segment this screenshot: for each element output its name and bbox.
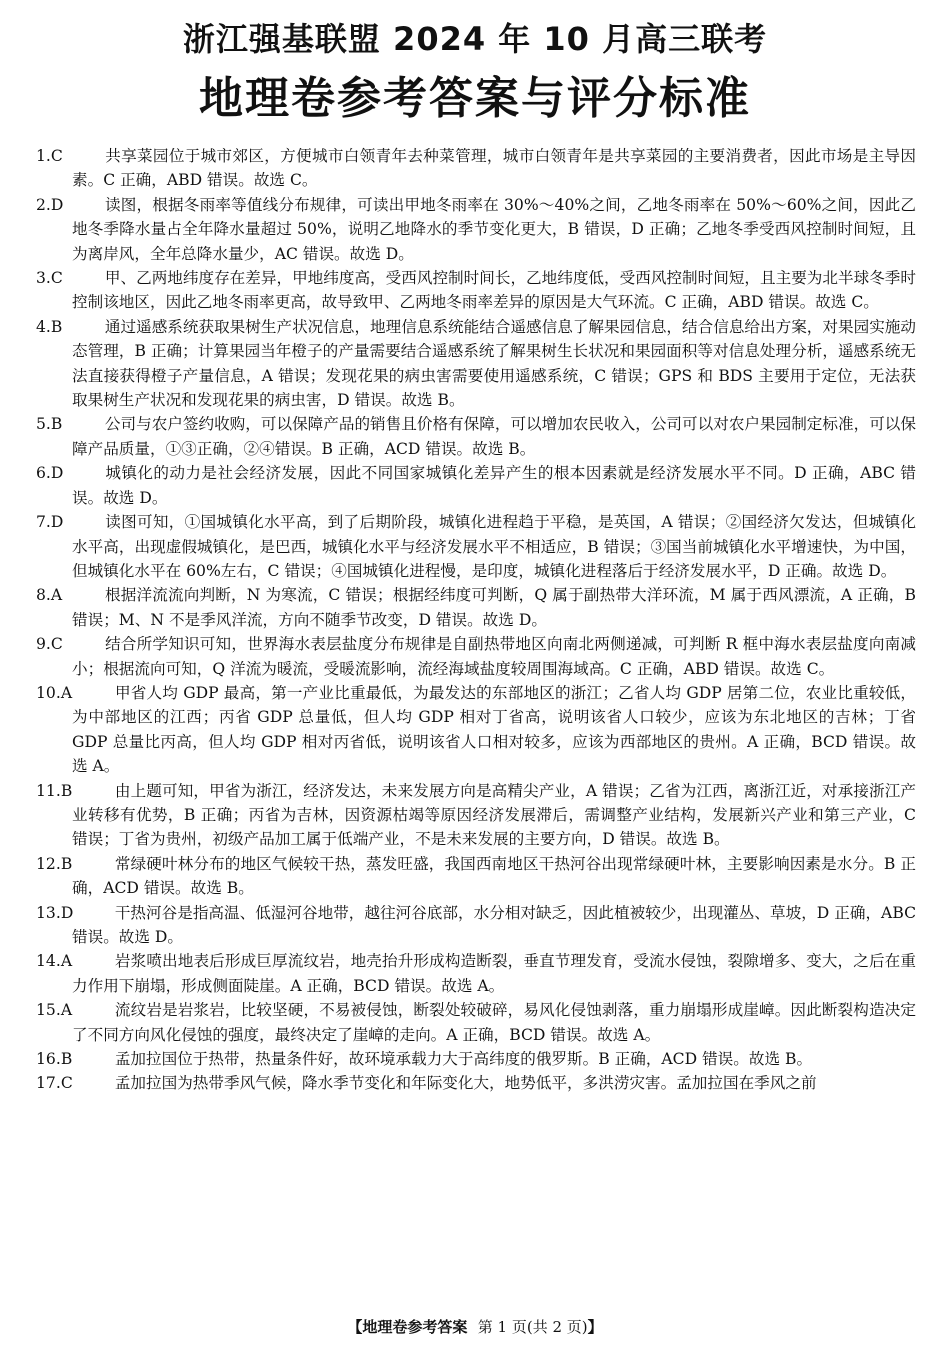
- answer-number: 11.: [36, 781, 61, 800]
- answer-letter: D: [60, 903, 74, 922]
- answer-letter: C: [50, 269, 63, 288]
- answer-letter: A: [60, 683, 73, 702]
- answer-item: [36, 632, 916, 681]
- answer-number: 16.: [36, 1050, 61, 1069]
- answer-letter: C: [60, 1074, 73, 1093]
- answer-item: [36, 852, 916, 901]
- answer-letter: A: [50, 586, 63, 605]
- answer-explanation: 城镇化的动力是社会经济发展，因此不同国家城镇化差异产生的根本因素就是经济发展水平不同。D 正确，ABC 错误。故选 D。: [72, 464, 916, 507]
- answer-number: 6.: [36, 464, 51, 483]
- answer-explanation: 共享菜园位于城市郊区，方便城市白领青年去种菜管理，城市白领青年是共享菜园的主要消费者，因此市场是主导因素。C 正确，ABD 错误。故选 C。: [72, 147, 916, 190]
- answer-item: [36, 315, 916, 413]
- answer-item: [36, 681, 916, 779]
- answer-explanation: 读图，根据冬雨率等值线分布规律，可读出甲地冬雨率在 30%～40%之间，乙地冬雨率在 50%～60%之间，因此乙地冬季降水量占全年降水量超过 50%，说明乙地降水的季节变化更大，B 错误，D 正确；乙地冬季受西风控制时间短，且为离岸风，全年总降水量少，AC 错误。故选 D。: [72, 195, 916, 263]
- answer-number: 9.: [36, 635, 51, 654]
- document-title: 浙江强基联盟 2024 年 10 月高三联考: [182, 20, 768, 58]
- document-subtitle: 地理卷参考答案与评分标准: [199, 73, 751, 124]
- answer-explanation: 甲、乙两地纬度存在差异，甲地纬度高，受西风控制时间长，乙地纬度低，受西风控制时间短，且主要为北半球冬季时控制该地区，因此乙地冬雨率更高，故导致甲、乙两地冬雨率差异的原因是大气环流。C 正确，ABD 错误。故选 C。: [72, 269, 916, 312]
- answer-explanation: 根据洋流流向判断，N 为寒流，C 错误；根据经纬度可判断，Q 属于副热带大洋环流，M 属于西风漂流，A 正确，B 错误；M、N 不是季风洋流，方向不随季节改变，D 错误。故选 D。: [72, 586, 916, 629]
- answer-item: [36, 144, 916, 193]
- answer-item: [36, 412, 916, 461]
- answer-number: 5.: [36, 415, 51, 434]
- answer-letter: B: [60, 781, 73, 800]
- answer-explanation: 由上题可知，甲省为浙江，经济发达，未来发展方向是高精尖产业，A 错误；乙省为江西，离浙江近，对承接浙江产业转移有优势，B 正确；丙省为吉林，因资源枯竭等原因经济发展滞后，需调整产业结构，发展新兴产业和第三产业，C 错误；丁省为贵州，初级产品加工属于低端产业，不是未来发展的主要方向，D 错误。故选 B。: [72, 781, 916, 849]
- answer-item: [36, 1071, 916, 1095]
- answer-number: 8.: [36, 586, 51, 605]
- footer-label: 【地理卷参考答案: [347, 1318, 468, 1336]
- answer-item: [36, 779, 916, 852]
- answer-explanation: 结合所学知识可知，世界海水表层盐度分布规律是自副热带地区向南北两侧递减，可判断 R 框中海水表层盐度向南减小；根据流向可知，Q 洋流为暖流，受暖流影响，流经海域盐度较周围海域高。C 正确，ABD 错误。故选 C。: [72, 635, 916, 678]
- answer-letter: B: [50, 415, 63, 434]
- answer-list: [36, 144, 916, 1096]
- answer-number: 15.: [36, 1001, 61, 1020]
- answer-item: [36, 193, 916, 266]
- answer-explanation: 公司与农户签约收购，可以保障产品的销售且价格有保障，可以增加农民收入，公司可以对农户果园制定标准，可以保障产品质量，①③正确，②④错误。B 正确，ACD 错误。故选 B。: [72, 415, 916, 458]
- answer-item: [36, 461, 916, 510]
- answer-number: 4.: [36, 317, 51, 336]
- answer-explanation: 甲省人均 GDP 最高，第一产业比重最低，为最发达的东部地区的浙江；乙省人均 GDP 居第二位，农业比重较低，为中部地区的江西；丙省 GDP 总量低，但人均 GDP 相对丁省高，说明该省人口较少，应该为东北地区的吉林；丁省 GDP 总量比丙高，但人均 GDP 相对丙省低，说明该省人口相对较多，应该为西部地区的贵州。A 正确，BCD 错误。故选 A。: [72, 683, 916, 776]
- answer-item: [36, 949, 916, 998]
- answer-number: 7.: [36, 513, 51, 532]
- answer-item: [36, 266, 916, 315]
- answer-explanation: 岩浆喷出地表后形成巨厚流纹岩，地壳抬升形成构造断裂，垂直节理发育，受流水侵蚀，裂隙增多、变大，之后在重力作用下崩塌，形成侧面陡崖。A 正确，BCD 错误。故选 A。: [72, 952, 916, 995]
- answer-letter: D: [50, 464, 64, 483]
- answer-letter: A: [60, 1001, 73, 1020]
- answer-explanation: 常绿硬叶林分布的地区气候较干热，蒸发旺盛，我国西南地区干热河谷出现常绿硬叶林，主要影响因素是水分。B 正确，ACD 错误。故选 B。: [72, 854, 916, 898]
- answer-explanation: 流纹岩是岩浆岩，比较坚硬，不易被侵蚀，断裂处较破碎，易风化侵蚀剥落，重力崩塌形成崖嶂。因此断裂构造决定了不同方向风化侵蚀的强度，最终决定了崖嶂的走向。A 正确，BCD 错误。故选 A。: [72, 1001, 916, 1044]
- answer-explanation: 读图可知，①国城镇化水平高，到了后期阶段，城镇化进程趋于平稳，是英国，A 错误；②国经济欠发达，但城镇化水平高，出现虚假城镇化，是巴西，城镇化水平与经济发展水平不相适应，B 错误；③国当前城镇化水平增速快，为中国，但城镇化水平在 60%左右，C 错误；④国城镇化进程慢，是印度，城镇化进程落后于经济发展水平，D 正确。故选 D。: [72, 513, 916, 580]
- page-number: 第 1 页(共 2 页): [477, 1318, 588, 1336]
- answer-number: 17.: [36, 1074, 61, 1093]
- answer-explanation: 孟加拉国位于热带，热量条件好，故环境承载力大于高纬度的俄罗斯。B 正确，ACD 错误。故选 B。: [114, 1050, 813, 1069]
- answer-item: [36, 583, 916, 632]
- page-footer: [0, 1316, 950, 1337]
- answer-number: 10.: [36, 683, 61, 702]
- answer-item: [36, 1047, 916, 1071]
- answer-item: [36, 901, 916, 950]
- answer-letter: D: [50, 195, 64, 214]
- answer-letter: B: [60, 854, 73, 873]
- answer-letter: C: [50, 635, 63, 654]
- answer-number: 13.: [36, 903, 61, 922]
- answer-letter: C: [50, 147, 63, 165]
- answer-letter: B: [60, 1050, 73, 1069]
- answer-item: [36, 998, 916, 1047]
- answer-number: 2.: [36, 195, 51, 214]
- answer-explanation: 孟加拉国为热带季风气候，降水季节变化和年际变化大，地势低平，多洪涝灾害。孟加拉国在季风之前: [114, 1074, 817, 1093]
- answer-letter: D: [50, 513, 64, 532]
- answer-item: [36, 510, 916, 583]
- answer-explanation: 干热河谷是指高温、低湿河谷地带，越往河谷底部，水分相对缺乏，因此植被较少，出现灌丛、草坡，D 正确，ABC 错误。故选 D。: [72, 903, 916, 946]
- answer-number: 14.: [36, 952, 61, 971]
- answer-explanation: 通过遥感系统获取果树生产状况信息，地理信息系统能结合遥感信息了解果园信息，结合信息给出方案，对果园实施动态管理，B 正确；计算果园当年橙子的产量需要结合遥感系统了解果树生长状况和果园面积等对信息处理分析，遥感系统无法直接获得橙子产量信息，A 错误；发现花果的病虫害需要使用遥感系统，C 错误；GPS 和 BDS 主要用于定位，无法获取果树生产状况和发现花果的病虫害，D 错误。故选 B。: [72, 317, 916, 410]
- answer-number: 1.: [36, 147, 51, 165]
- answer-letter: B: [50, 317, 63, 336]
- footer-close: 】: [587, 1318, 603, 1336]
- answer-number: 3.: [36, 269, 51, 288]
- answer-number: 12.: [36, 854, 61, 873]
- answer-letter: A: [60, 952, 73, 971]
